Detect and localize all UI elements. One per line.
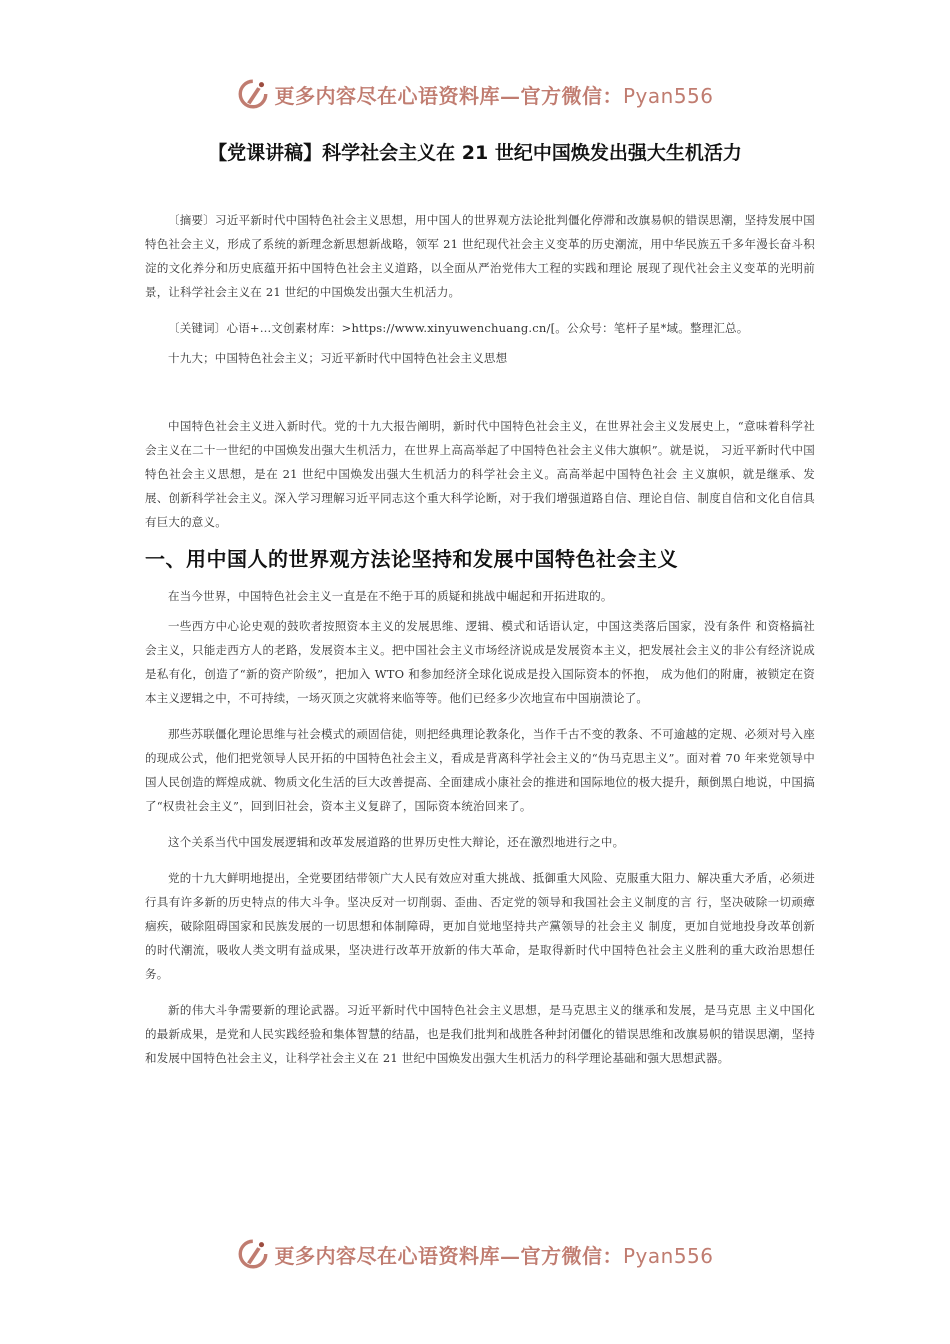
body-paragraph: 这个关系当代中国发展逻辑和改革发展道路的世界历史性大辩论，还在激烈地进行之中。	[168, 835, 625, 849]
body-paragraph: 党的十九大鲜明地提出，全党要团结带领广大人民有效应对重大挑战、抵御重大风险、克服重大阻力、解决重大矛盾，必须进行具有许多新的历史特点的伟大斗争。坚决反对一切削弱、歪曲、否定党的领导和我国社会主义制度的言 行，坚决破除一切顽瘴痼疾，破除阻碍国家和民族发展的一切思想和体制障碍，更加自觉地坚持共产黨领导的社会主义 制度，更加自觉地投身改革创新的时代潮流，吸收人类文明有益成果，坚决进行改革开放新的伟大革命，是取得新时代中国特色社会主义胜利的重大政治思想任务。	[145, 871, 815, 981]
abstract-paragraph: 〔摘要〕习近平新时代中国特色社会主义思想，用中国人的世界观方法论批判僵化停滞和改旗易帜的错误思潮，坚持发展中国特色社会主义，形成了系统的新理念新思想新战略，领军 21 世纪现代社会主义变革的历史潮流，用中华民族五千多年漫长奋斗积淀的文化养分和历史底蕴开拓中国特色社会主义道路，以全面从严治党伟大工程的实践和理论 展现了现代社会主义变革的光明前景，让科学社会主义在 21 世纪的中国焕发出强大生机活力。	[145, 213, 815, 299]
body-paragraph: 在当今世界，中国特色社会主义一直是在不绝于耳的质疑和挑战中崛起和开拓进取的。	[168, 589, 613, 603]
pen-circle-logo-icon	[236, 1237, 270, 1271]
body-paragraph: 一些西方中心论史观的鼓吹者按照资本主义的发展思维、逻辑、模式和话语认定，中国这类落后国家，没有条件 和资格搞社会主义，只能走西方人的老路，发展资本主义。把中国社会主义市场经济说成是发展资本主义，把发展社会主义的非公有经济说成是私有化，创造了“新的资产阶级”，把加入 WTO 和参加经济全球化说成是投入国际资本的怀抱， 成为他们的附庸，被锁定在资本主义逻辑之中，不可持续，一场灭顶之灾就将来临等等。他们已经多少次地宣布中国崩溃论了。	[145, 619, 815, 705]
banner-text: 更多内容尽在心语资料库—官方微信：Pyan556	[274, 1243, 714, 1268]
section-heading: 一、用中国人的世界观方法论坚持和发展中国特色社会主义	[145, 547, 678, 571]
body-paragraph: 新的伟大斗争需要新的理论武器。习近平新时代中国特色社会主义思想，是马克思主义的继承和发展，是马克思 主义中国化的最新成果，是党和人民实践经验和集体智慧的结晶，也是我们批判和战胜各种封闭僵化的错误思维和改旗易帜的错误思潮，坚持和发展中国特色社会主义，让科学社会主义在 21 世纪中国焕发出强大生机活力的科学理论基础和强大思想武器。	[145, 1003, 815, 1065]
keywords-paragraph: 〔关键词〕心语+…文创素材库：>https://www.xinyuwenchuang.cn/[。公众号：笔杆子星*域。整理汇总。	[168, 321, 749, 335]
header-banner	[0, 72, 950, 116]
keywords-list-paragraph: 十九大；中国特色社会主义；习近平新时代中国特色社会主义思想	[168, 351, 508, 365]
pen-circle-logo-icon	[236, 77, 270, 111]
banner-text: 更多内容尽在心语资料库—官方微信：Pyan556	[274, 83, 714, 108]
document-body	[145, 208, 815, 1082]
page-title: 【党课讲稿】科学社会主义在 21 世纪中国焕发出强大生机活力	[208, 142, 742, 164]
footer-banner	[0, 1232, 950, 1276]
body-paragraph: 那些苏联僵化理论思维与社会模式的顽固信徒，则把经典理论教条化，当作千古不变的教条、不可逾越的定规、必须对号入座的现成公式，他们把党领导人民开拓的中国特色社会主义，看成是背离科学社会主义的“伪马克思主义”。面对着 70 年来党领导中国人民创造的辉煌成就、物质文化生活的巨大改善提高、全面建成小康社会的推进和国际地位的极大提升，颠倒黑白地说，中国搞了“权贵社会主义”，回到旧社会，资本主义复辟了，国际资本统治回来了。	[145, 727, 815, 813]
intro-paragraph: 中国特色社会主义进入新时代。党的十九大报告阐明，新时代中国特色社会主义，在世界社会主义发展史上，“意味着科学社会主义在二十一世纪的中国焕发出强大生机活力，在世界上高高举起了中国特色社会主义伟大旗帜”。就是说， 习近平新时代中国特色社会主义思想，是在 21 世纪中国焕发出强大生机活力的科学社会主义。高高举起中国特色社会 主义旗帜，就是继承、发展、创新科学社会主义。深入学习理解习近平同志这个重大科学论断，对于我们增强道路自信、理论自信、制度自信和文化自信具有巨大的意义。	[145, 419, 815, 529]
